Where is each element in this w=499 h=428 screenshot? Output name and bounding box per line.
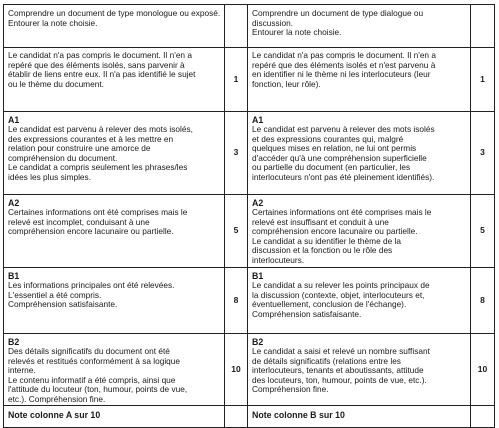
row-a2-b-score[interactable] xyxy=(471,195,495,268)
evaluation-grid xyxy=(3,4,495,428)
row-b1-a-score[interactable] xyxy=(225,268,248,334)
row-b1-b-score[interactable] xyxy=(471,268,495,334)
description-text: Des détails significatifs du document ont été relevés et restitués conformément à sa logique interne. Le contenu informatif a été compris, ainsi que l'attitude du locuteur (ton, humour, points de vue, etc.). Compréhension fine. xyxy=(8,346,188,404)
footer-note-a-value[interactable] xyxy=(225,406,248,428)
level-label: B2 xyxy=(252,337,264,347)
row-a2-a-description xyxy=(4,195,225,268)
description-text: Certaines informations ont été comprises mais le relevé est insuffisant et conduit à une compréhension encore lacunaire ou partielle. Le candidat a su identifier le thème de la discussion et la fonction ou le rôle des interlocuteurs. xyxy=(252,207,432,265)
score-value: 10 xyxy=(231,363,241,374)
level-label: B1 xyxy=(252,271,264,281)
row-b2-a-description xyxy=(4,334,225,406)
score-value: 3 xyxy=(233,147,239,158)
description-text: Le candidat n'a pas compris le document. Il n'en a repéré que des éléments isolés, sans parvenir à établir de liens entre eux. Il n'a pas identifié le sujet ou le thème du document. xyxy=(8,50,196,89)
description-text: Certaines informations ont été comprises mais le relevé est incomplet, conduisant à une compréhension encore lacunaire ou partielle. xyxy=(8,207,188,237)
footer-note-b-value[interactable] xyxy=(471,406,495,428)
score-value: 8 xyxy=(233,294,239,305)
level-label: A2 xyxy=(252,198,264,208)
description-text: Le candidat n'a pas compris le document. Il n'en a repéré que des éléments isolés et n'est parvenu à en identifier ni le thème ni les interlocuteurs (leur fonction, leur rôle). xyxy=(252,50,436,89)
row-b2-b-description xyxy=(248,334,471,406)
score-value: 10 xyxy=(477,363,488,374)
description-text: Le candidat a su relever les points principaux de la discussion (contexte, objet, interlocuteurs et, éventuellement, conclusion de l'échange). Compréhension satisfaisante. xyxy=(252,280,430,319)
row-none-b-description xyxy=(248,48,471,112)
row-b1-b-description xyxy=(248,268,471,334)
description-text: Les informations principales ont été relevées. L'essentiel a été compris. Compréhension satisfaisante. xyxy=(8,280,175,310)
header-b-text: Comprendre un document de type dialogue ou discussion. Entourer la note choisie. xyxy=(252,8,424,38)
description-text: Le candidat a saisi et relevé un nombre suffisant de détails significatifs (relations entre les interlocuteurs, tenants et aboutissants, attitude des locuteurs, ton, humour, points de vue, etc.). Compréhension fine. xyxy=(252,346,430,395)
header-score-a xyxy=(225,5,248,48)
footer-note-a-label xyxy=(4,406,225,428)
level-label: A1 xyxy=(252,115,264,125)
score-value: 5 xyxy=(480,225,485,236)
row-b2-a-score[interactable] xyxy=(225,334,248,406)
description-text: Le candidat est parvenu à relever des mots isolés, des expressions courantes et à les mettre en relation pour construire une amorce de compréhension du document. Le candidat a compris seulement les phrases/les idées les plus simples. xyxy=(8,124,193,182)
row-a2-b-description xyxy=(248,195,471,268)
score-value: 5 xyxy=(233,225,239,236)
score-value: 1 xyxy=(233,73,239,84)
row-none-a-description xyxy=(4,48,225,112)
header-a-text: Comprendre un document de type monologue ou exposé. Entourer la note choisie. xyxy=(8,8,221,28)
footer-a-text: Note colonne A sur 10 xyxy=(8,410,101,420)
level-label: B2 xyxy=(8,337,20,347)
row-a1-a-description xyxy=(4,112,225,195)
row-b1-a-description xyxy=(4,268,225,334)
header-score-b xyxy=(471,5,495,48)
level-label: B1 xyxy=(8,271,20,281)
footer-b-text: Note colonne B sur 10 xyxy=(252,410,345,420)
row-none-b-score[interactable] xyxy=(471,48,495,112)
row-a2-a-score[interactable] xyxy=(225,195,248,268)
row-a1-b-score[interactable] xyxy=(471,112,495,195)
header-column-b xyxy=(248,5,471,48)
score-value: 3 xyxy=(480,147,485,158)
level-label: A1 xyxy=(8,115,20,125)
row-b2-b-score[interactable] xyxy=(471,334,495,406)
row-a1-b-description xyxy=(248,112,471,195)
score-value: 8 xyxy=(480,294,485,305)
score-value: 1 xyxy=(480,73,485,84)
row-a1-a-score[interactable] xyxy=(225,112,248,195)
description-text: Le candidat est parvenu à relever des mots isolés et des expressions courantes qui, malgré quelques mises en relation, ne lui ont permis d'accéder qu'à une compréhension superficielle ou partielle du document (en particulier, les interlocuteurs n'ont pas été pleinement identifiés). xyxy=(252,124,435,182)
header-column-a xyxy=(4,5,225,48)
footer-note-b-label xyxy=(248,406,471,428)
row-none-a-score[interactable] xyxy=(225,48,248,112)
level-label: A2 xyxy=(8,198,20,208)
